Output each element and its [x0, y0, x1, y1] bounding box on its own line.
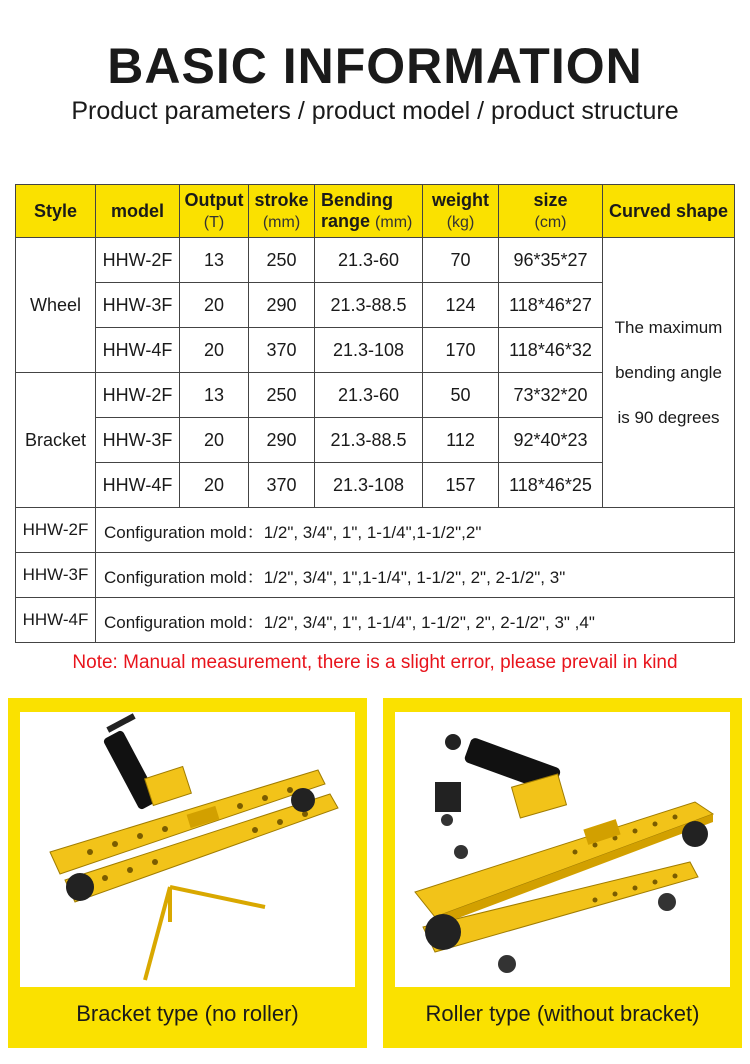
size-cell: 92*40*23: [499, 418, 603, 463]
model-cell: HHW-3F: [96, 283, 180, 328]
size-cell: 73*32*20: [499, 373, 603, 418]
output-cell: 13: [180, 373, 249, 418]
unit-stroke: (mm): [262, 213, 301, 231]
size-cell: 118*46*25: [499, 463, 603, 508]
bending-cell: 21.3-108: [315, 328, 423, 373]
output-cell: 20: [180, 283, 249, 328]
header-output: Output (T): [180, 185, 249, 238]
curved-shape-cell: [603, 238, 735, 508]
mold-row: [16, 553, 735, 598]
roller-type-image: [395, 712, 730, 987]
stroke-cell: 250: [249, 238, 315, 283]
bending-cell: 21.3-108: [315, 463, 423, 508]
curved-shape-line: is 90 degrees: [617, 408, 720, 427]
weight-cell: 70: [423, 238, 499, 283]
output-cell: 20: [180, 418, 249, 463]
mold-config-cell: Configuration mold：1/2", 3/4", 1",1-1/4", 1-1/2", 2", 2-1/2", 3": [96, 553, 735, 598]
page-title: BASIC INFORMATION: [107, 38, 643, 94]
output-cell: 20: [180, 463, 249, 508]
weight-cell: 112: [423, 418, 499, 463]
mold-model-cell: HHW-3F: [16, 553, 96, 598]
size-cell: 118*46*27: [499, 283, 603, 328]
bracket-type-caption: Bracket type (no roller): [76, 1001, 299, 1026]
size-cell: 118*46*32: [499, 328, 603, 373]
bending-cell: 21.3-88.5: [315, 283, 423, 328]
header-curved-shape: Curved shape: [603, 185, 735, 238]
mold-row: [16, 508, 735, 553]
bending-cell: 21.3-60: [315, 373, 423, 418]
header-style: Style: [16, 185, 96, 238]
header-size: size (cm): [499, 185, 603, 238]
roller-type-caption: Roller type (without bracket): [425, 1001, 700, 1026]
unit-size: (cm): [534, 213, 567, 231]
size-cell: 96*35*27: [499, 238, 603, 283]
output-cell: 13: [180, 238, 249, 283]
model-cell: HHW-2F: [96, 373, 180, 418]
unit-bending: (mm): [375, 213, 413, 231]
mold-config-cell: Configuration mold：1/2", 3/4", 1", 1-1/4",1-1/2",2": [96, 508, 735, 553]
table-row: [16, 238, 735, 283]
stroke-cell: 250: [249, 373, 315, 418]
weight-cell: 170: [423, 328, 499, 373]
curved-shape-line: bending angle: [615, 363, 722, 382]
mold-model-cell: HHW-2F: [16, 508, 96, 553]
curved-shape-line: The maximum: [614, 318, 723, 337]
unit-output: (T): [203, 213, 225, 231]
unit-weight: (kg): [446, 213, 475, 231]
model-cell: HHW-4F: [96, 328, 180, 373]
mold-row: [16, 598, 735, 643]
product-panel-roller: [383, 698, 742, 1048]
mold-config-cell: Configuration mold：1/2", 3/4", 1", 1-1/4", 1-1/2", 2", 2-1/2", 3" ,4": [96, 598, 735, 643]
weight-cell: 124: [423, 283, 499, 328]
bending-cell: 21.3-88.5: [315, 418, 423, 463]
model-cell: HHW-2F: [96, 238, 180, 283]
header-model: model: [96, 185, 180, 238]
stroke-cell: 370: [249, 328, 315, 373]
product-panel-bracket: [8, 698, 367, 1048]
style-cell: Wheel: [16, 238, 96, 373]
weight-cell: 157: [423, 463, 499, 508]
model-cell: HHW-4F: [96, 463, 180, 508]
page-subtitle: Product parameters / product model / product structure: [71, 97, 679, 125]
table-header-row: [16, 185, 735, 238]
stroke-cell: 290: [249, 283, 315, 328]
output-cell: 20: [180, 328, 249, 373]
style-cell: Bracket: [16, 373, 96, 508]
mold-model-cell: HHW-4F: [16, 598, 96, 643]
measurement-note: Note: Manual measurement, there is a slight error, please prevail in kind: [72, 652, 678, 673]
stroke-cell: 290: [249, 418, 315, 463]
bracket-type-image: [20, 712, 355, 987]
header-bending-range: Bending range (mm): [315, 185, 423, 238]
weight-cell: 50: [423, 373, 499, 418]
header-stroke: stroke (mm): [249, 185, 315, 238]
bending-cell: 21.3-60: [315, 238, 423, 283]
spec-table: [15, 184, 735, 643]
header-weight: weight (kg): [423, 185, 499, 238]
model-cell: HHW-3F: [96, 418, 180, 463]
stroke-cell: 370: [249, 463, 315, 508]
